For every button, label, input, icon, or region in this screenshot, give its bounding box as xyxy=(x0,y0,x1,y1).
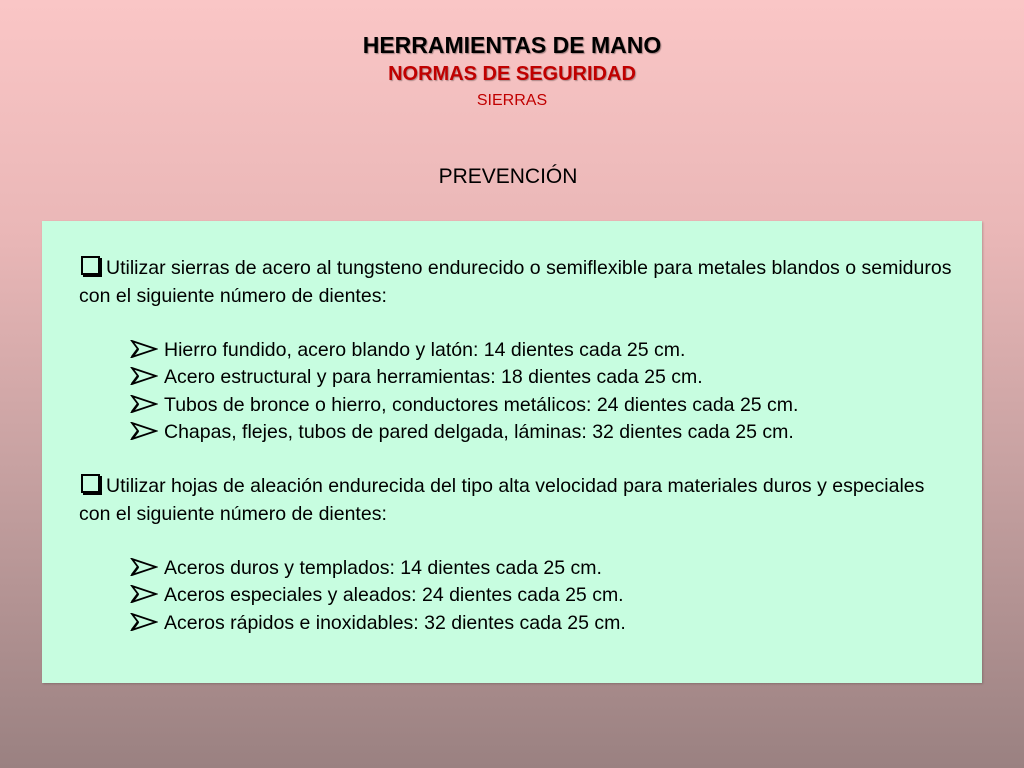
list-item-text: Aceros especiales y aleados: 24 dientes cada 25 cm. xyxy=(164,584,624,607)
paragraph-1 xyxy=(79,254,959,310)
list-item-text: Tubos de bronce o hierro, conductores metálicos: 24 dientes cada 25 cm. xyxy=(164,393,799,416)
paragraph-2-text: Utilizar hojas de aleación endurecida del tipo alta velocidad para materiales duros y especiales con el siguiente número de dientes: xyxy=(79,475,925,525)
slide-subtitle: NORMAS DE SEGURIDAD xyxy=(388,63,636,85)
arrowhead-bullet-icon xyxy=(130,585,158,603)
list-item-text: Aceros rápidos e inoxidables: 32 dientes cada 25 cm. xyxy=(164,611,626,634)
paragraph-1-text: Utilizar sierras de acero al tungsteno endurecido o semiflexible para metales blandos o semiduros con el siguiente número de dientes: xyxy=(79,257,952,307)
arrowhead-bullet-icon xyxy=(130,367,158,385)
arrowhead-bullet-icon xyxy=(130,422,158,440)
paragraph-2 xyxy=(79,472,959,528)
list-item xyxy=(130,555,930,582)
content-box xyxy=(42,221,982,683)
list-item xyxy=(130,419,930,446)
arrowhead-bullet-icon xyxy=(130,395,158,413)
arrowhead-bullet-icon xyxy=(130,613,158,631)
section-heading: PREVENCIÓN xyxy=(438,165,578,188)
slide-title: HERRAMIENTAS DE MANO xyxy=(362,32,662,58)
list-item xyxy=(130,337,930,364)
list-item xyxy=(130,392,930,419)
list-item-text: Acero estructural y para herramientas: 18 dientes cada 25 cm. xyxy=(164,366,703,389)
list-item-text: Aceros duros y templados: 14 dientes cada 25 cm. xyxy=(164,557,602,579)
list-item xyxy=(130,610,930,637)
arrowhead-bullet-icon xyxy=(130,340,158,358)
teeth-list-2 xyxy=(130,555,930,637)
list-item xyxy=(130,364,930,391)
checkbox-bullet-icon xyxy=(81,474,100,493)
arrowhead-bullet-icon xyxy=(130,558,158,576)
list-item xyxy=(130,582,930,609)
checkbox-bullet-icon xyxy=(81,256,100,275)
list-item-text: Hierro fundido, acero blando y latón: 14 dientes cada 25 cm. xyxy=(164,339,686,361)
teeth-list-1 xyxy=(130,337,930,446)
list-item-text: Chapas, flejes, tubos de pared delgada, láminas: 32 dientes cada 25 cm. xyxy=(164,420,794,443)
slide-section: SIERRAS xyxy=(476,92,548,109)
